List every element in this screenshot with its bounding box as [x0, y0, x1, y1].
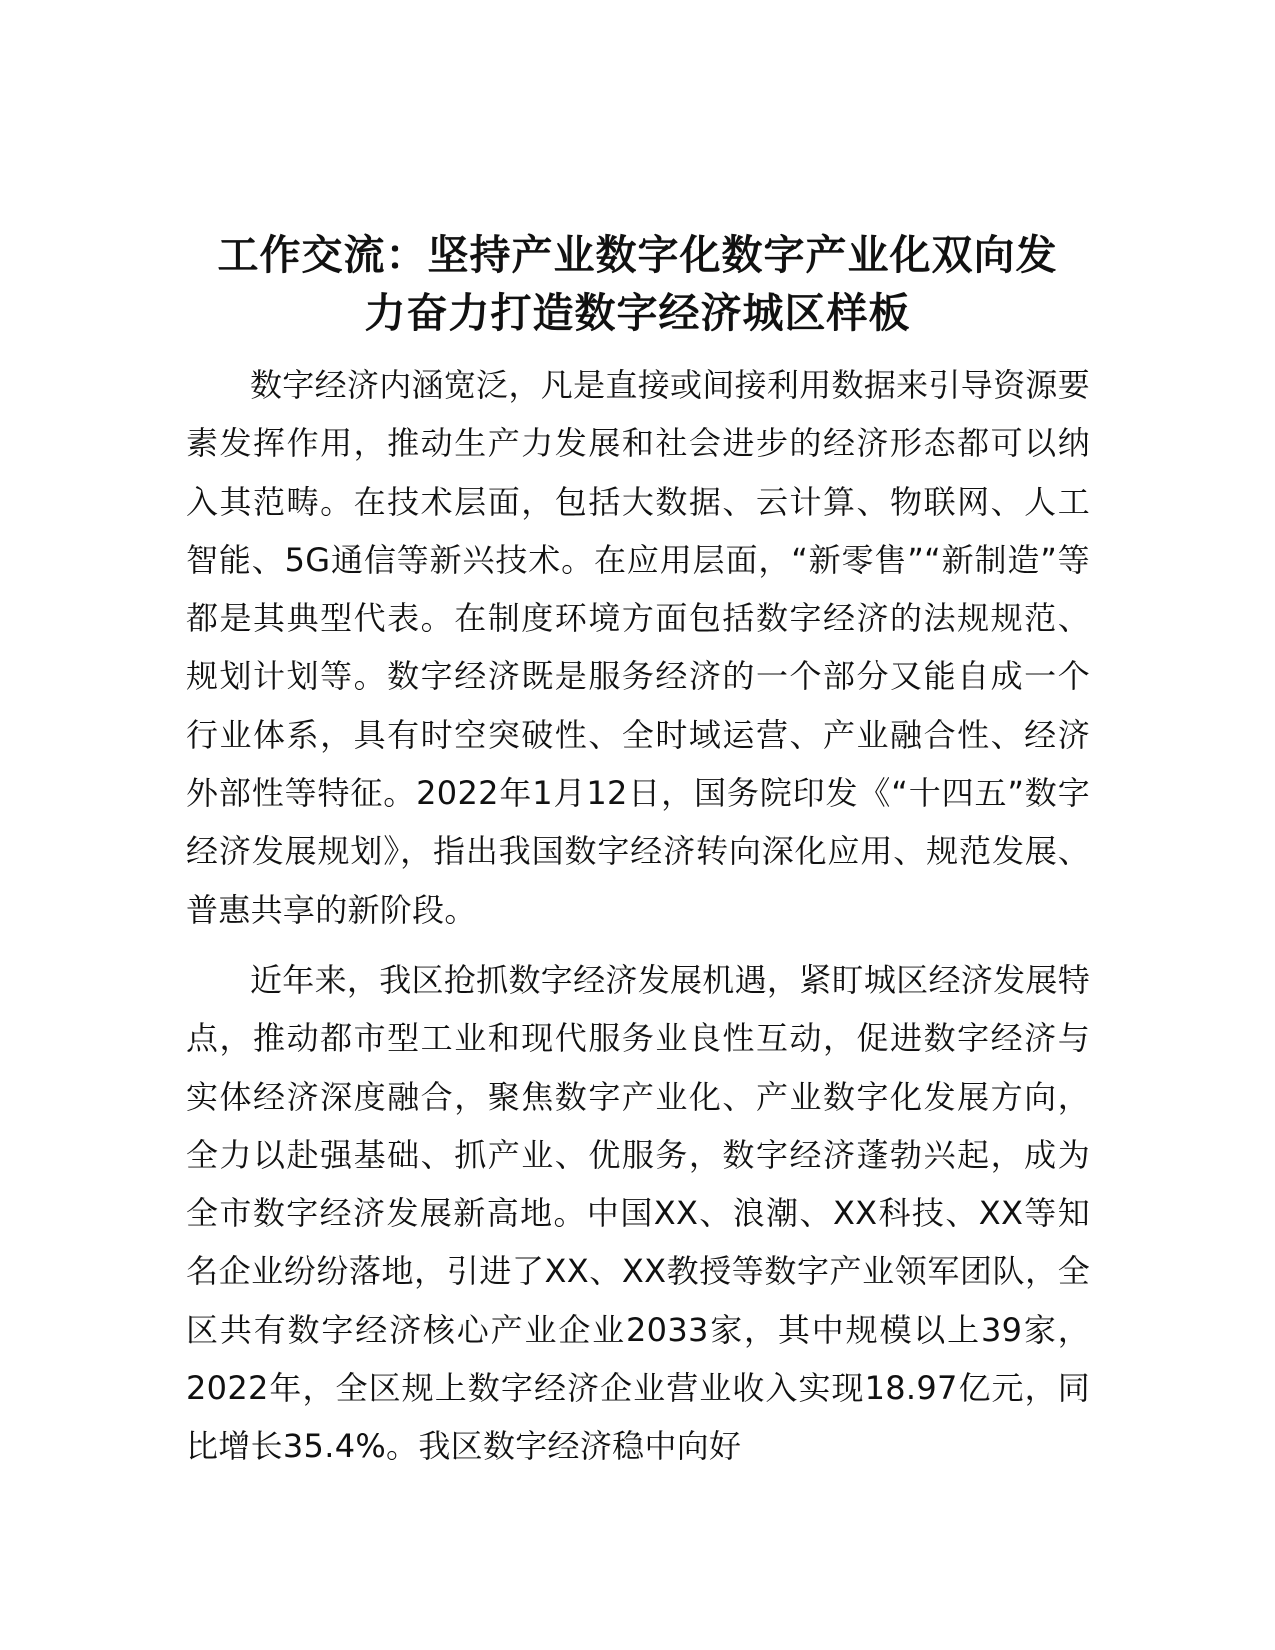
page-title — [150, 226, 1125, 342]
title-line-1: 工作交流：坚持产业数字化数字产业化双向发 — [217, 231, 1058, 279]
paragraph-1: 数字经济内涵宽泛，凡是直接或间接利用数据来引导资源要素发挥作用，推动生产力发展和社会进步的经济形态都可以纳入其范畴。在技术层面，包括大数据、云计算、物联网、人工智能、5G通信等新兴技术。在应用层面，“新零售”“新制造”等都是其典型代表。在制度环境方面包括数字经济的法规规范、规划计划等。数字经济既是服务经济的一个部分又能自成一个行业体系，具有时空突破性、全时域运营、产业融合性、经济外部性等特征。2022年1月12日，国务院印发《“十四五”数字经济发展规划》，指出我国数字经济转向深化应用、规范发展、普惠共享的新阶段。 — [186, 366, 1090, 929]
paragraph-2: 近年来，我区抢抓数字经济发展机遇，紧盯城区经济发展特点，推动都市型工业和现代服务业良性互动，促进数字经济与实体经济深度融合，聚焦数字产业化、产业数字化发展方向，全力以赴强基础、抓产业、优服务，数字经济蓬勃兴起，成为全市数字经济发展新高地。中国XX、浪潮、XX科技、XX等知名企业纷纷落地，引进了XX、XX教授等数字产业领军团队，全区共有数字经济核心产业企业2033家，其中规模以上39家，2022年，全区规上数字经济企业营业收入实现18.97亿元，同比增长35.4%。我区数字经济稳中向好 — [186, 961, 1090, 1466]
title-line-2: 力奋力打造数字经济城区样板 — [364, 289, 911, 337]
